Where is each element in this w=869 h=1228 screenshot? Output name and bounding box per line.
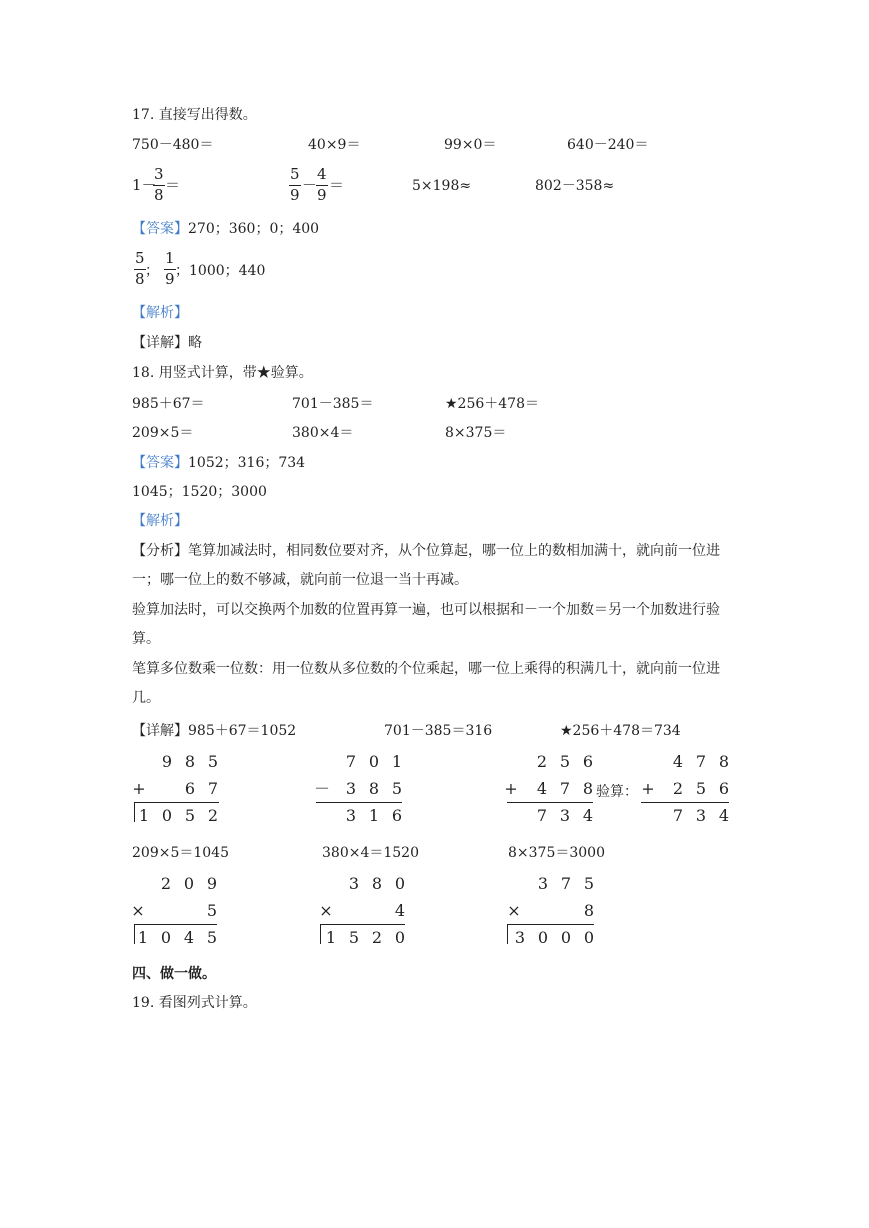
calc-2-digit: 3 [345,779,357,798]
calc-1-operator: + [132,779,146,798]
fraction-denominator: 8 [135,270,145,288]
calc-7-digit: 0 [537,928,549,947]
calc-4-digit: 8 [718,752,730,771]
calc-2-digit: 3 [345,806,357,825]
calc-5-left-bar [134,924,135,944]
calc-1-digit: 2 [207,806,219,825]
calc-6-digit: 8 [371,874,383,893]
calc-5-digit: 5 [206,901,218,920]
answer-values: 270；360；0；400 [188,221,320,237]
calc-2-digit: 8 [368,779,380,798]
calc-2-digit: 6 [391,806,403,825]
fraction-numerator: 5 [135,249,145,267]
calc-2-digit: 1 [368,806,380,825]
detail-eq-2: 701－385＝316 [384,723,493,739]
calc-3-result-line [507,802,593,803]
answer-label: 【答案】 [132,455,188,471]
calc-7-left-bar [507,924,508,944]
calc-1-digit: 5 [184,806,196,825]
q17-answer-fraction-5-8 [134,251,146,287]
q17-detail: 【详解】略 [132,335,202,351]
calc-6-digit: 3 [348,874,360,893]
calc-5-operator: × [131,901,145,920]
calc-4-digit: 5 [695,779,707,798]
calc-2-digit: 7 [345,752,357,771]
calc-7-digit: 3 [537,874,549,893]
calc-1-left-bar [134,802,135,822]
q17-expr-3: 99×0＝ [444,137,497,153]
calc-7-digit: 5 [583,874,595,893]
calc-3-digit: 3 [559,806,571,825]
calc-7-operator: × [507,901,521,920]
calc-2-digit: 5 [391,779,403,798]
detail-eq-5: 380×4＝1520 [322,845,419,861]
q18-analysis-paragraph-3: 笔算多位数乘一位数：用一位数从多位数的个位乘起，哪一位上乘得的积满几十，就向前一位进几。 [132,661,720,706]
calc-1-digit: 5 [207,752,219,771]
q17-analysis-label: 【解析】 [132,305,188,321]
q17-expr-5-prefix: 1－ [132,176,157,194]
calc-7-digit: 0 [560,928,572,947]
q17-expr-8: 802－358≈ [535,178,615,194]
q17-fraction-3-8 [153,167,165,203]
calc-4-digit: 2 [672,779,684,798]
calc-3-digit: 5 [559,752,571,771]
q18-expr-2: 701－385＝ [292,396,374,412]
calc-6-digit: 1 [325,928,337,947]
detail-eq-4: 209×5＝1045 [132,845,229,861]
calc-5-digit: 0 [160,928,172,947]
calc-3-operator: + [504,779,518,798]
calc-6-digit: 4 [394,901,406,920]
q17-answer-fraction-1-9 [164,251,176,287]
calc-7-digit: 3 [514,928,526,947]
calc-1-result-line [134,802,219,803]
detail-eq-6: 8×375＝3000 [508,845,605,861]
check-label: 验算： [596,784,638,800]
calc-4-result-line [641,802,729,803]
calc-3-digit: 2 [536,752,548,771]
calc-1-digit: 6 [184,779,196,798]
calc-3-digit: 6 [582,752,594,771]
calc-7-digit: 0 [583,928,595,947]
calc-3-digit: 4 [536,779,548,798]
q17-answer-separator: ； [145,263,159,279]
calc-5-digit: 5 [206,928,218,947]
q17-answer-line-1 [132,222,319,236]
calc-6-digit: 0 [394,928,406,947]
q19-title: 19. 看图列式计算。 [132,995,257,1011]
calc-2-result-line [316,802,402,803]
calc-3-digit: 8 [582,779,594,798]
detail-eq-3: ★256＋478＝734 [560,723,681,739]
calc-6-result-line [320,924,405,925]
calc-4-digit: 6 [718,779,730,798]
q18-analysis-paragraph-1: 【分析】笔算加减法时，相同数位要对齐，从个位算起，哪一位上的数相加满十，就向前一位进一；哪一位上的数不够减，就向前一位退一当十再减。 [132,543,720,588]
calc-2-operator: － [314,779,331,798]
q18-answer-line-2: 1045；1520；3000 [132,484,267,500]
detail-eq-1: 985＋67＝1052 [188,723,297,739]
calc-4-digit: 3 [695,806,707,825]
fraction-numerator: 5 [290,165,300,183]
calc-4-digit: 7 [672,806,684,825]
calc-5-digit: 4 [183,928,195,947]
q17-fraction-4-9 [316,167,328,203]
calc-6-left-bar [320,924,321,944]
q18-expr-3: ★256＋478＝ [445,396,539,412]
q17-expr-5-equals: ＝ [165,176,181,194]
calc-4-digit: 4 [672,752,684,771]
fraction-numerator: 4 [317,165,327,183]
calc-6-digit: 0 [394,874,406,893]
q18-analysis-label: 【解析】 [132,513,188,529]
q18-expr-1: 985＋67＝ [132,396,205,412]
q17-fraction-5-9 [289,167,301,203]
q18-detail-row-1 [132,724,296,738]
section-4-heading: 四、做一做。 [132,966,216,982]
calc-4-digit: 4 [718,806,730,825]
calc-1-digit: 7 [207,779,219,798]
calc-6-operator: × [319,901,333,920]
q18-expr-6: 8×375＝ [445,425,507,441]
detail-label: 【详解】 [132,723,188,739]
calc-6-digit: 2 [371,928,383,947]
q17-expr-4: 640－240＝ [567,137,649,153]
calc-1-digit: 0 [161,806,173,825]
calc-7-result-line [507,924,594,925]
q18-analysis-paragraph-2: 验算加法时，可以交换两个加数的位置再算一遍，也可以根据和－一个加数＝另一个加数进行验算。 [132,602,720,647]
calc-5-digit: 0 [183,874,195,893]
calc-6-digit: 5 [348,928,360,947]
calc-1-digit: 1 [138,806,150,825]
calc-7-digit: 7 [560,874,572,893]
q17-title: 17. 直接写出得数。 [132,107,257,123]
q17-expr-2: 40×9＝ [308,137,361,153]
calc-2-digit: 0 [368,752,380,771]
calc-3-digit: 7 [536,806,548,825]
fraction-denominator: 9 [317,186,327,204]
q17-expr-6-minus: － [302,176,318,194]
fraction-denominator: 9 [290,186,300,204]
q17-answer-tail: ；1000；440 [175,263,266,279]
q18-expr-4: 209×5＝ [132,425,194,441]
calc-7-digit: 8 [583,901,595,920]
calc-4-operator: + [641,779,655,798]
calc-3-digit: 4 [582,806,594,825]
fraction-denominator: 9 [165,270,175,288]
answer-label: 【答案】 [132,221,188,237]
calc-1-digit: 9 [161,752,173,771]
q18-answer-line-1 [132,456,305,470]
calc-3-digit: 7 [559,779,571,798]
calc-5-digit: 1 [137,928,149,947]
fraction-denominator: 8 [154,186,164,204]
calc-5-result-line [134,924,217,925]
answer-values: 1052；316；734 [188,455,306,471]
fraction-numerator: 1 [165,249,175,267]
calc-4-digit: 7 [695,752,707,771]
calc-2-digit: 1 [391,752,403,771]
q18-expr-5: 380×4＝ [292,425,354,441]
q17-expr-1: 750－480＝ [132,137,214,153]
q18-title: 18. 用竖式计算，带★验算。 [132,365,313,381]
q17-expr-6-equals: ＝ [329,176,345,194]
calc-5-digit: 9 [206,874,218,893]
calc-5-digit: 2 [160,874,172,893]
fraction-numerator: 3 [154,165,164,183]
calc-1-digit: 8 [184,752,196,771]
q17-expr-7: 5×198≈ [412,178,472,194]
